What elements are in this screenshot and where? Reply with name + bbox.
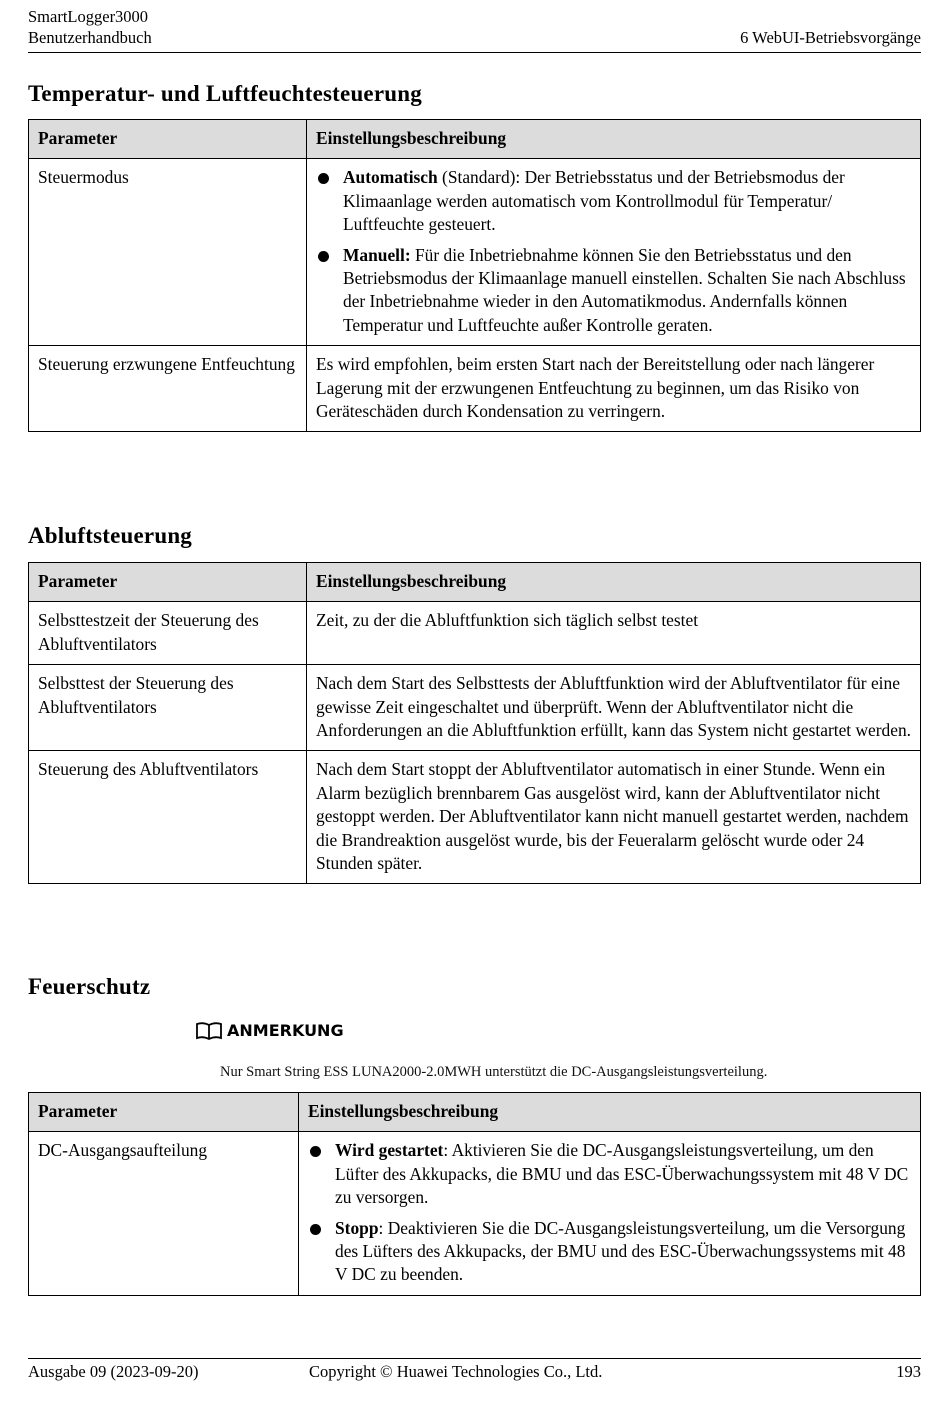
table-row <box>29 665 921 751</box>
edition: Ausgabe 09 (2023-09-20) <box>28 1362 199 1381</box>
bullet-text: : Deaktivieren Sie die DC-Ausgangsleistungsverteilung, um die Versorgung des Lüfters des Akkupacks, der BMU und des ESC-Überwachungssystems mit 48 V DC zu beenden. <box>335 1217 906 1285</box>
param-cell: Steuermodus <box>29 159 307 346</box>
desc-cell <box>307 159 921 346</box>
bullet-strong: Automatisch <box>343 167 438 188</box>
header-parameter: Parameter <box>29 1093 299 1132</box>
bullet-icon <box>318 251 329 262</box>
table-row <box>29 346 921 432</box>
book-icon <box>196 1022 222 1040</box>
bullet-text: Für die Inbetriebnahme können Sie den Betriebsstatus und den Betriebsmodus der Klimaanlage manuell einstellen. Schalten Sie nach Abschluss der Inbetriebnahme wieder in den Automatikmodus. Andernfalls können Temperatur und Luftfeuchte außer Kontrolle geraten. <box>343 244 906 335</box>
table-header-row <box>29 120 921 159</box>
desc-cell: Nach dem Start stoppt der Abluftventilator automatisch in einer Stunde. Wenn ein Alarm bezüglich brennbarem Gas ausgelöst wird, kann der Abluftventilator nicht gestoppt werden. Der Abluftventilator kann nicht manuell gestartet werden, nachdem die Brandreaktion ausgelöst wurde, bis der Feueralarm gelöscht wurde oder 24 Stunden später. <box>307 751 921 884</box>
header-parameter: Parameter <box>29 120 307 159</box>
header-description: Einstellungsbeschreibung <box>299 1093 921 1132</box>
bullet-strong: Stopp <box>335 1217 379 1238</box>
table-temperature <box>28 119 921 432</box>
note-header <box>196 1021 344 1040</box>
section-title-exhaust: Abluftsteuerung <box>28 523 193 548</box>
header-left <box>28 6 152 48</box>
bullet-item <box>316 166 912 236</box>
param-cell: Selbsttest der Steuerung des Abluftventilators <box>29 665 307 751</box>
document-page <box>28 0 921 1408</box>
param-cell: Selbsttestzeit der Steuerung des Abluftventilators <box>29 602 307 665</box>
table-header-row <box>29 563 921 602</box>
param-cell: Steuerung des Abluftventilators <box>29 751 307 884</box>
table-fire <box>28 1092 921 1296</box>
bullet-strong: Wird gestartet <box>335 1140 444 1161</box>
table-exhaust <box>28 562 921 884</box>
desc-cell: Es wird empfohlen, beim ersten Start nach der Bereitstellung oder nach längerer Lagerung mit der erzwungenen Entfeuchtung zu beginnen, um das Risiko von Geräteschäden durch Kondensation zu verringern. <box>307 346 921 432</box>
note-text: Nur Smart String ESS LUNA2000-2.0MWH unterstützt die DC-Ausgangsleistungsverteilung. <box>220 1064 768 1080</box>
header-description: Einstellungsbeschreibung <box>307 120 921 159</box>
bullet-icon <box>310 1146 321 1157</box>
desc-cell <box>299 1132 921 1295</box>
section-title-fire: Feuerschutz <box>28 974 151 999</box>
bullet-text: : Aktivieren Sie die DC-Ausgangsleistungsverteilung, um den Lüfter des Akkupacks, die BMU und das ESC-Überwachungssystem mit 48 V DC zu versorgen. <box>335 1140 909 1208</box>
param-cell: Steuerung erzwungene Entfeuchtung <box>29 346 307 432</box>
manual-name: Benutzerhandbuch <box>28 28 152 47</box>
table-row <box>29 1132 921 1295</box>
page-footer <box>28 1358 921 1385</box>
section-title-temperature: Temperatur- und Luftfeuchtesteuerung <box>28 81 422 106</box>
bullet-item <box>308 1139 912 1209</box>
product-name: SmartLogger3000 <box>28 7 149 26</box>
page-number: 193 <box>896 1362 921 1381</box>
param-cell: DC-Ausgangsaufteilung <box>29 1132 299 1295</box>
bullet-item <box>308 1217 912 1287</box>
table-row <box>29 751 921 884</box>
page-header <box>28 6 921 53</box>
copyright: Copyright © Huawei Technologies Co., Ltd. <box>309 1362 603 1381</box>
bullet-text: (Standard): Der Betriebsstatus und der Betriebsmodus der Klimaanlage werden automatisch vom Kontrollmodul für Temperatur/ Luftfeuchte gesteuert. <box>343 167 845 235</box>
desc-cell: Nach dem Start des Selbsttests der Abluftfunktion wird der Abluftventilator für eine gewisse Zeit eingeschaltet und überprüft. Wenn der Abluftventilator nicht die Anforderungen an die Abluftfunktion erfüllt, kann das System nicht gestartet werden. <box>307 665 921 751</box>
table-header-row <box>29 1093 921 1132</box>
header-parameter: Parameter <box>29 563 307 602</box>
note-label: ANMERKUNG <box>227 1021 344 1040</box>
table-row <box>29 159 921 346</box>
bullet-icon <box>310 1224 321 1235</box>
bullet-icon <box>318 173 329 184</box>
desc-cell: Zeit, zu der die Abluftfunktion sich täglich selbst testet <box>307 602 921 665</box>
table-row <box>29 602 921 665</box>
chapter-title: 6 WebUI-Betriebsvorgänge <box>740 28 921 47</box>
header-description: Einstellungsbeschreibung <box>307 563 921 602</box>
bullet-item <box>316 244 912 338</box>
bullet-strong: Manuell: <box>343 244 411 265</box>
